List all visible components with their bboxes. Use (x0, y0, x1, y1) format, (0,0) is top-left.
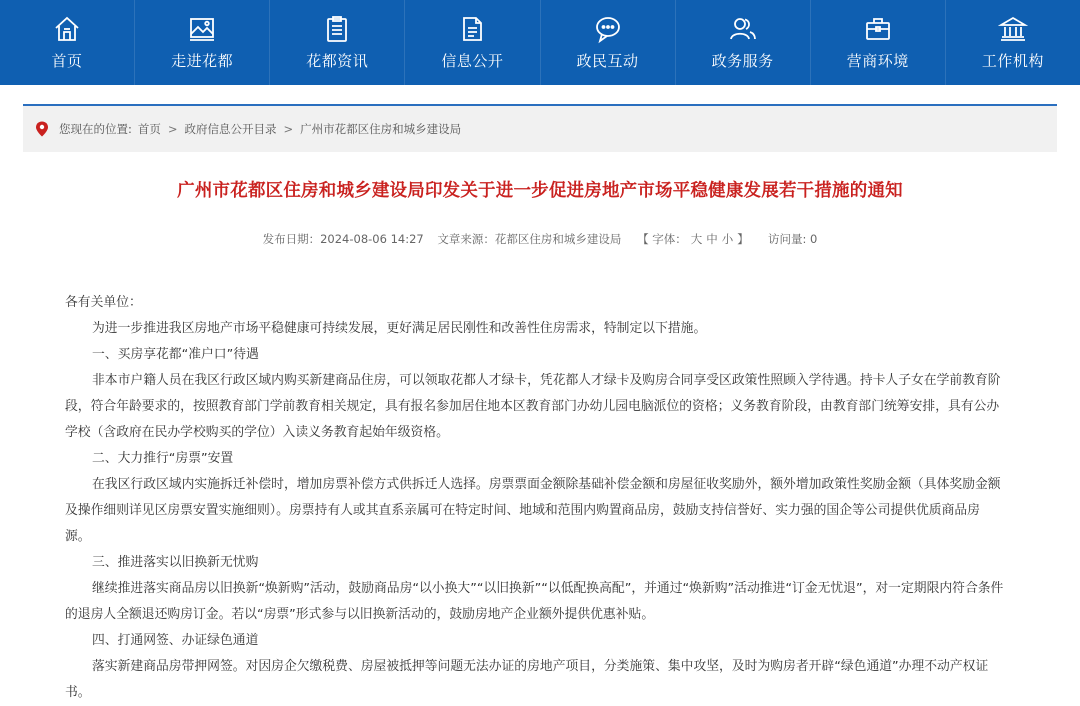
nav-item-agencies[interactable] (946, 0, 1080, 85)
section-heading: 三、推进落实以旧换新无忧购 (92, 555, 259, 570)
briefcase-icon (863, 14, 893, 44)
font-medium-button[interactable]: 中 (706, 232, 718, 246)
publish-date: 发布日期：2024-08-06 14:27 (262, 232, 424, 246)
chat-icon (593, 14, 623, 44)
nav-item-business[interactable] (811, 0, 946, 85)
section-heading: 四、打通网签、办证绿色通道 (92, 633, 259, 648)
breadcrumb-separator: > (167, 122, 178, 136)
nav-item-home[interactable] (0, 0, 135, 85)
nav-label: 信息公开 (441, 52, 504, 70)
article-body (65, 290, 1005, 706)
font-large-button[interactable]: 大 (690, 232, 703, 246)
section-heading: 二、大力推行“房票”安置 (92, 451, 234, 466)
breadcrumb-prefix: 您现在的位置: (59, 122, 132, 136)
view-count: 访问量: 0 (768, 232, 818, 246)
paragraph: 非本市户籍人员在我区行政区域内购买新建商品住房，可以领取花都人才绿卡，凭花都人才绿卡及购房合同享受区政策性照顾入学待遇。持卡人子女在学前教育阶段，符合年龄要求的，按照教育部门学前教育相关规定，具有报名参加居住地本区教育部门办幼儿园电脑派位的资格；义务教育阶段，由教育部门统筹安排，具有公办学校（含政府在民办学校购买的学位）入读义务教育起始年级资格。 (65, 373, 1001, 440)
breadcrumb-separator: > (283, 122, 294, 136)
nav-label: 走进花都 (171, 52, 234, 70)
top-nav (0, 0, 1080, 85)
nav-label: 工作机构 (981, 52, 1044, 70)
breadcrumb-bureau-link[interactable]: 广州市花都区住房和城乡建设局 (300, 122, 462, 136)
nav-item-interaction[interactable] (541, 0, 676, 85)
location-pin-icon (35, 121, 49, 137)
article-title: 广州市花都区住房和城乡建设局印发关于进一步促进房地产市场平稳健康发展若干措施的通知 (177, 181, 903, 201)
section-heading: 一、买房享花都“准户口”待遇 (92, 347, 259, 362)
nav-item-service[interactable] (676, 0, 811, 85)
nav-item-disclosure[interactable] (405, 0, 540, 85)
font-small-button[interactable]: 小 (721, 232, 734, 246)
nav-item-news[interactable] (270, 0, 405, 85)
nav-item-about[interactable] (135, 0, 270, 85)
nav-label: 首页 (51, 52, 83, 70)
breadcrumb-home-link[interactable]: 首页 (137, 122, 161, 136)
file-icon (457, 14, 487, 44)
paragraph: 落实新建商品房带押网签。对因房企欠缴税费、房屋被抵押等问题无法办证的房地产项目，分类施策、集中攻坚，及时为购房者开辟“绿色通道”办理不动产权证书。 (65, 659, 989, 700)
breadcrumb (23, 106, 1057, 152)
font-size-prefix: 【 字体： (637, 232, 687, 246)
paragraph: 在我区行政区域内实施拆迁补偿时，增加房票补偿方式供拆迁人选择。房票票面金额除基础补偿金额和房屋征收奖励外，额外增加政策性奖励金额（具体奖励金额及操作细则详见区房票安置实施细则）。房票持有人或其直系亲属可在特定时间、地域和范围内购置商品房，鼓励支持信誉好、实力强的国企等公司提供优质商品房源。 (65, 477, 1001, 544)
font-size-suffix: 】 (737, 232, 749, 246)
nav-label: 政务服务 (711, 52, 774, 70)
article-meta (0, 231, 1080, 247)
salutation: 各有关单位： (65, 295, 142, 310)
breadcrumb-directory-link[interactable]: 政府信息公开目录 (184, 122, 277, 136)
paragraph: 为进一步推进我区房地产市场平稳健康可持续发展，更好满足居民刚性和改善性住房需求，特制定以下措施。 (92, 321, 707, 336)
nav-label: 政民互动 (576, 52, 639, 70)
picture-icon (187, 14, 217, 44)
article-source: 文章来源：花都区住房和城乡建设局 (437, 232, 622, 246)
document-icon (322, 14, 352, 44)
users-icon (728, 14, 758, 44)
font-size-control (635, 232, 754, 246)
nav-label: 营商环境 (846, 52, 909, 70)
nav-label: 花都资讯 (306, 52, 369, 70)
paragraph: 继续推进落实商品房以旧换新“焕新购”活动，鼓励商品房“以小换大”“以旧换新”“以低配换高配”，并通过“焕新购”活动推进“订金无忧退”，对一定期限内符合条件的退房人全额退还购房订金。若以“房票”形式参与以旧换新活动的，鼓励房地产企业额外提供优惠补贴。 (65, 581, 1004, 622)
home-icon (52, 14, 82, 44)
building-icon (998, 14, 1028, 44)
